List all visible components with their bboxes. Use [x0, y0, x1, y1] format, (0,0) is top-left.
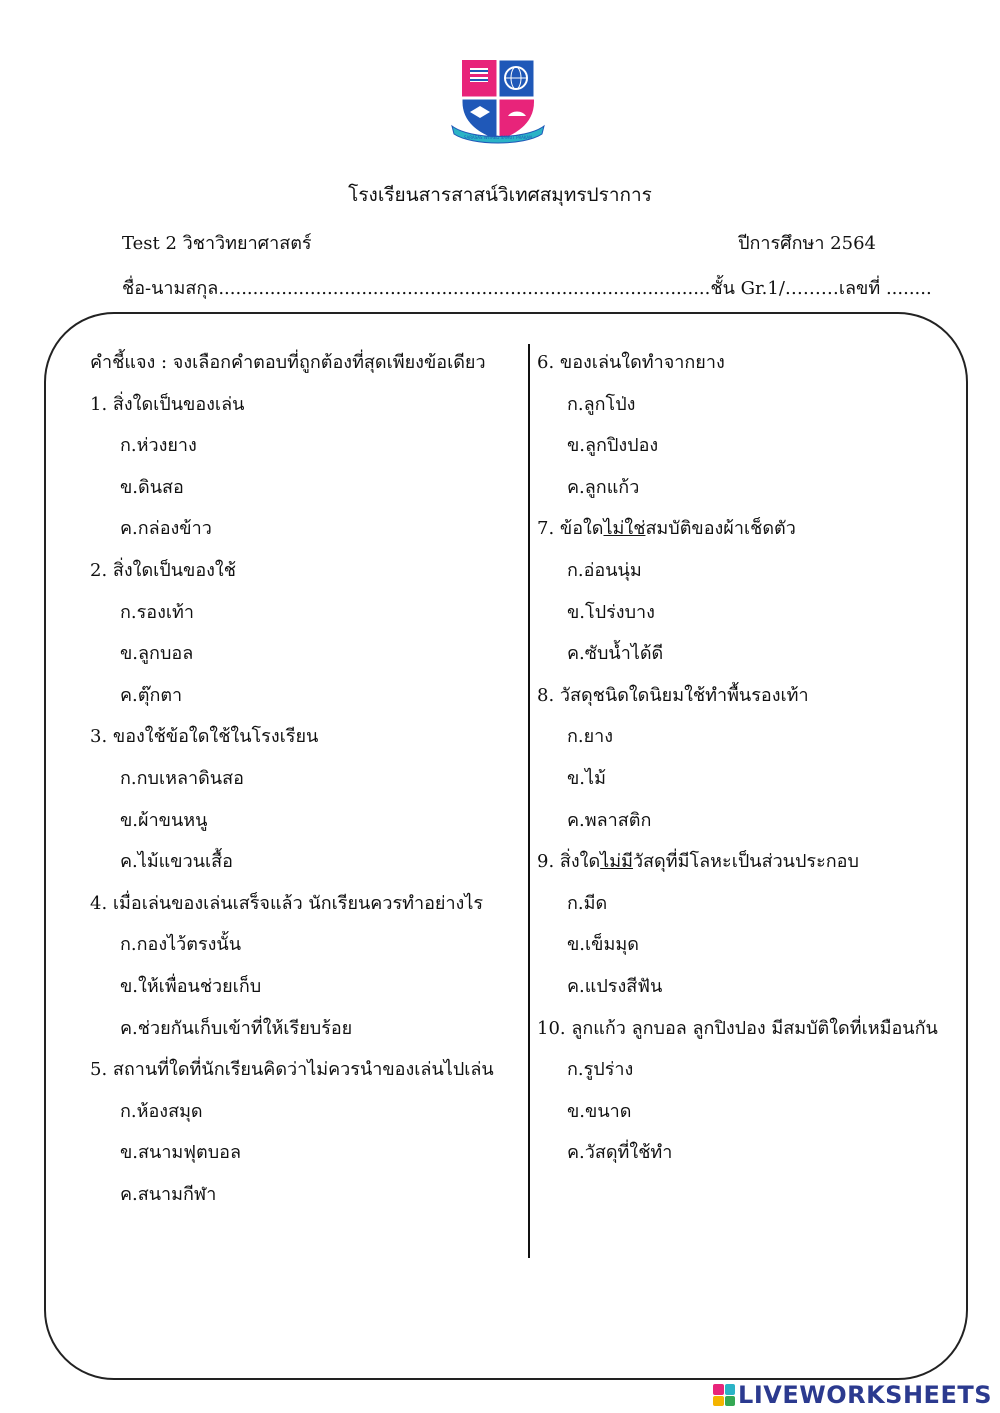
question-10: 10. ลูกแก้ว ลูกบอล ลูกปิงปอง มีสมบัติใดที่เหมือนกัน [537, 1017, 938, 1039]
option-6b[interactable]: ข.ลูกปิงปอง [567, 435, 659, 457]
instructions: คำชี้แจง : จงเลือกคำตอบที่ถูกต้องที่สุดเพียงข้อเดียว [90, 352, 486, 373]
class-number-field[interactable]: ชั้น Gr.1/………เลขที่ ........ [710, 278, 932, 299]
option-10a[interactable]: ก.รูปร่าง [567, 1059, 634, 1081]
liveworksheets-text: LIVEWORKSHEETS [738, 1381, 992, 1409]
option-10c[interactable]: ค.วัสดุที่ใช้ทำ [567, 1142, 673, 1164]
question-9-prefix: 9. สิ่งใด [537, 851, 601, 873]
option-1b[interactable]: ข.ดินสอ [120, 476, 184, 498]
option-4b[interactable]: ข.ให้เพื่อนช่วยเก็บ [120, 975, 262, 997]
question-9 [537, 847, 957, 889]
question-7 [537, 514, 957, 556]
option-8c[interactable]: ค.พลาสติก [567, 809, 652, 831]
option-4a[interactable]: ก.กองไว้ตรงนั้น [120, 934, 242, 956]
column-divider [528, 344, 530, 1258]
option-6c[interactable]: ค.ลูกแก้ว [567, 476, 640, 498]
option-2a[interactable]: ก.รองเท้า [120, 601, 195, 623]
option-5c[interactable]: ค.สนามกีฬา [120, 1183, 217, 1205]
liveworksheets-watermark [713, 1381, 992, 1409]
option-5b[interactable]: ข.สนามฟุตบอล [120, 1142, 241, 1164]
school-name: โรงเรียนสารสาสน์วิเทศสมุทรปราการ [348, 184, 652, 206]
question-3: 3. ของใช้ข้อใดใช้ในโรงเรียน [90, 726, 319, 748]
question-6: 6. ของเล่นใดทำจากยาง [537, 352, 725, 373]
option-3a[interactable]: ก.กบเหลาดินสอ [120, 767, 244, 789]
question-2: 2. สิ่งใดเป็นของใช้ [90, 559, 236, 581]
option-1a[interactable]: ก.ห่วงยาง [120, 435, 197, 457]
question-1: 1. สิ่งใดเป็นของเล่น [90, 393, 245, 415]
question-9-emphasis: ไม่มี [600, 851, 633, 873]
option-9c[interactable]: ค.แปรงสีฟัน [567, 975, 663, 997]
option-9b[interactable]: ข.เข็มมุด [567, 934, 639, 956]
question-7-prefix: 7. ข้อใด [537, 518, 604, 540]
option-7c[interactable]: ค.ซับน้ำได้ดี [567, 643, 664, 665]
option-8b[interactable]: ข.ไม้ [567, 767, 606, 789]
option-1c[interactable]: ค.กล่องข้าว [120, 518, 212, 540]
logo-motto: SARASAS WITAED SAMUT PRAKAN [463, 135, 533, 140]
liveworksheets-icon [713, 1384, 735, 1406]
academic-year: ปีการศึกษา 2564 [738, 233, 876, 254]
option-9a[interactable]: ก.มีด [567, 892, 608, 914]
question-7-suffix: สมบัติของผ้าเช็ดตัว [645, 518, 796, 540]
right-column [537, 348, 957, 1180]
question-4: 4. เมื่อเล่นของเล่นเสร็จแล้ว นักเรียนควรทำอย่างไร [90, 892, 484, 914]
school-crest-logo [450, 56, 546, 148]
option-7a[interactable]: ก.อ่อนนุ่ม [567, 559, 642, 581]
name-line [122, 273, 932, 302]
option-7b[interactable]: ข.โปร่งบาง [567, 601, 655, 623]
option-3c[interactable]: ค.ไม้แขวนเสื้อ [120, 851, 233, 873]
question-8: 8. วัสดุชนิดใดนิยมใช้ทำพื้นรองเท้า [537, 684, 809, 706]
option-5a[interactable]: ก.ห้องสมุด [120, 1100, 203, 1122]
question-9-suffix: วัสดุที่มีโลหะเป็นส่วนประกอบ [632, 851, 859, 873]
left-column [90, 348, 520, 1221]
option-8a[interactable]: ก.ยาง [567, 726, 614, 748]
question-7-emphasis: ไม่ใช่ [603, 518, 646, 540]
option-3b[interactable]: ข.ผ้าขนหนู [120, 809, 208, 831]
option-10b[interactable]: ข.ขนาด [567, 1100, 632, 1122]
subject-title: Test 2 วิชาวิทยาศาสตร์ [122, 233, 312, 254]
name-field[interactable]: ...................................................................................... [218, 278, 711, 299]
option-6a[interactable]: ก.ลูกโป่ง [567, 393, 636, 415]
option-4c[interactable]: ค.ช่วยกันเก็บเข้าที่ให้เรียบร้อย [120, 1017, 353, 1039]
name-label: ชื่อ-นามสกุล [122, 278, 219, 299]
option-2c[interactable]: ค.ตุ๊กตา [120, 684, 183, 706]
question-5: 5. สถานที่ใดที่นักเรียนคิดว่าไม่ควรนำของเล่นไปเล่น [90, 1059, 494, 1081]
option-2b[interactable]: ข.ลูกบอล [120, 643, 194, 665]
